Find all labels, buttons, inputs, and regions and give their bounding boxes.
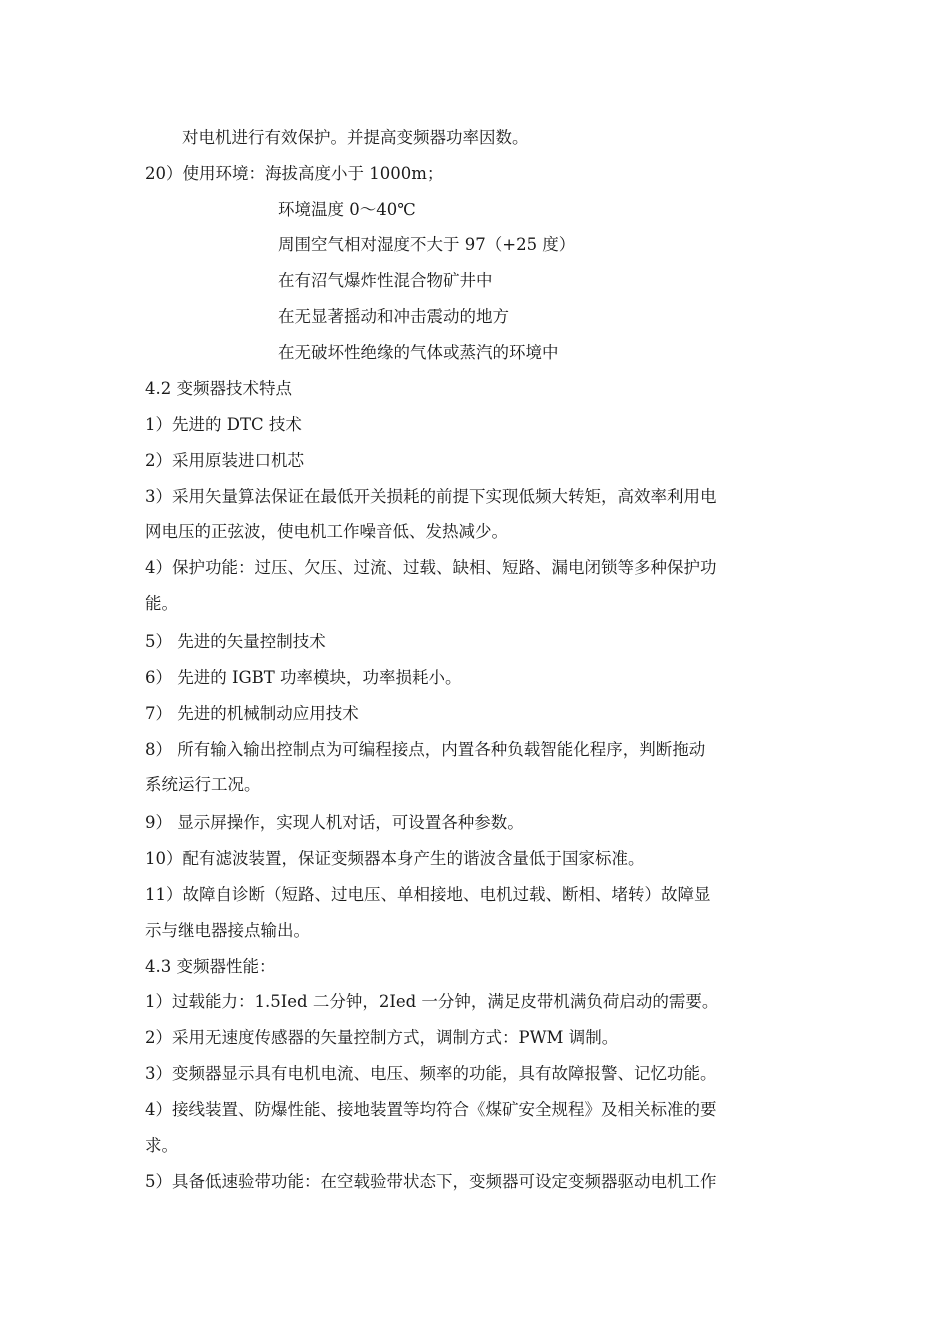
text-line: 11）故障自诊断（短路、过电压、单相接地、电机过载、断相、堵转）故障显 xyxy=(145,885,711,904)
section-heading: 4.3 变频器性能： xyxy=(145,957,276,976)
text-line: 网电压的正弦波，使电机工作噪音低、发热减少。 xyxy=(145,522,508,541)
text-line: 5） 先进的矢量控制技术 xyxy=(145,632,326,651)
text-line: 4）保护功能：过压、欠压、过流、过载、缺相、短路、漏电闭锁等多种保护功 xyxy=(145,558,717,577)
text-line: 在无显著摇动和冲击震动的地方 xyxy=(278,307,509,326)
text-line: 周围空气相对湿度不大于 97（+25 度） xyxy=(278,235,576,254)
text-line: 示与继电器接点输出。 xyxy=(145,921,310,940)
text-line: 能。 xyxy=(145,594,178,613)
text-line: 2）采用无速度传感器的矢量控制方式，调制方式：PWM 调制。 xyxy=(145,1028,619,1047)
text-line: 环境温度 0～40℃ xyxy=(278,200,416,219)
text-line: 7） 先进的机械制动应用技术 xyxy=(145,704,359,723)
text-line: 1）先进的 DTC 技术 xyxy=(145,415,302,434)
text-line: 8） 所有输入输出控制点为可编程接点，内置各种负载智能化程序，判断拖动 xyxy=(145,740,706,759)
text-line: 1）过载能力：1.5Ied 二分钟，2Ied 一分钟，满足皮带机满负荷启动的需要。 xyxy=(145,992,719,1011)
section-heading: 4.2 变频器技术特点 xyxy=(145,379,292,398)
text-line: 3）采用矢量算法保证在最低开关损耗的前提下实现低频大转矩，高效率利用电 xyxy=(145,487,717,506)
text-line: 6） 先进的 IGBT 功率模块，功率损耗小。 xyxy=(145,668,462,687)
text-line: 5）具备低速验带功能：在空载验带状态下，变频器可设定变频器驱动电机工作 xyxy=(145,1172,717,1191)
text-line: 2）采用原装进口机芯 xyxy=(145,451,304,470)
text-line: 在有沼气爆炸性混合物矿井中 xyxy=(278,271,493,290)
text-line: 对电机进行有效保护。并提高变频器功率因数。 xyxy=(182,128,529,147)
text-line: 在无破坏性绝缘的气体或蒸汽的环境中 xyxy=(278,343,559,362)
text-line: 9） 显示屏操作，实现人机对话，可设置各种参数。 xyxy=(145,813,524,832)
text-line: 系统运行工况。 xyxy=(145,775,261,794)
text-line: 求。 xyxy=(145,1136,178,1155)
text-line: 4）接线装置、防爆性能、接地装置等均符合《煤矿安全规程》及相关标准的要 xyxy=(145,1100,717,1119)
text-line: 20）使用环境：海拔高度小于 1000m； xyxy=(145,164,444,183)
text-line: 10）配有滤波装置，保证变频器本身产生的谐波含量低于国家标准。 xyxy=(145,849,645,868)
text-line: 3）变频器显示具有电机电流、电压、频率的功能，具有故障报警、记忆功能。 xyxy=(145,1064,717,1083)
